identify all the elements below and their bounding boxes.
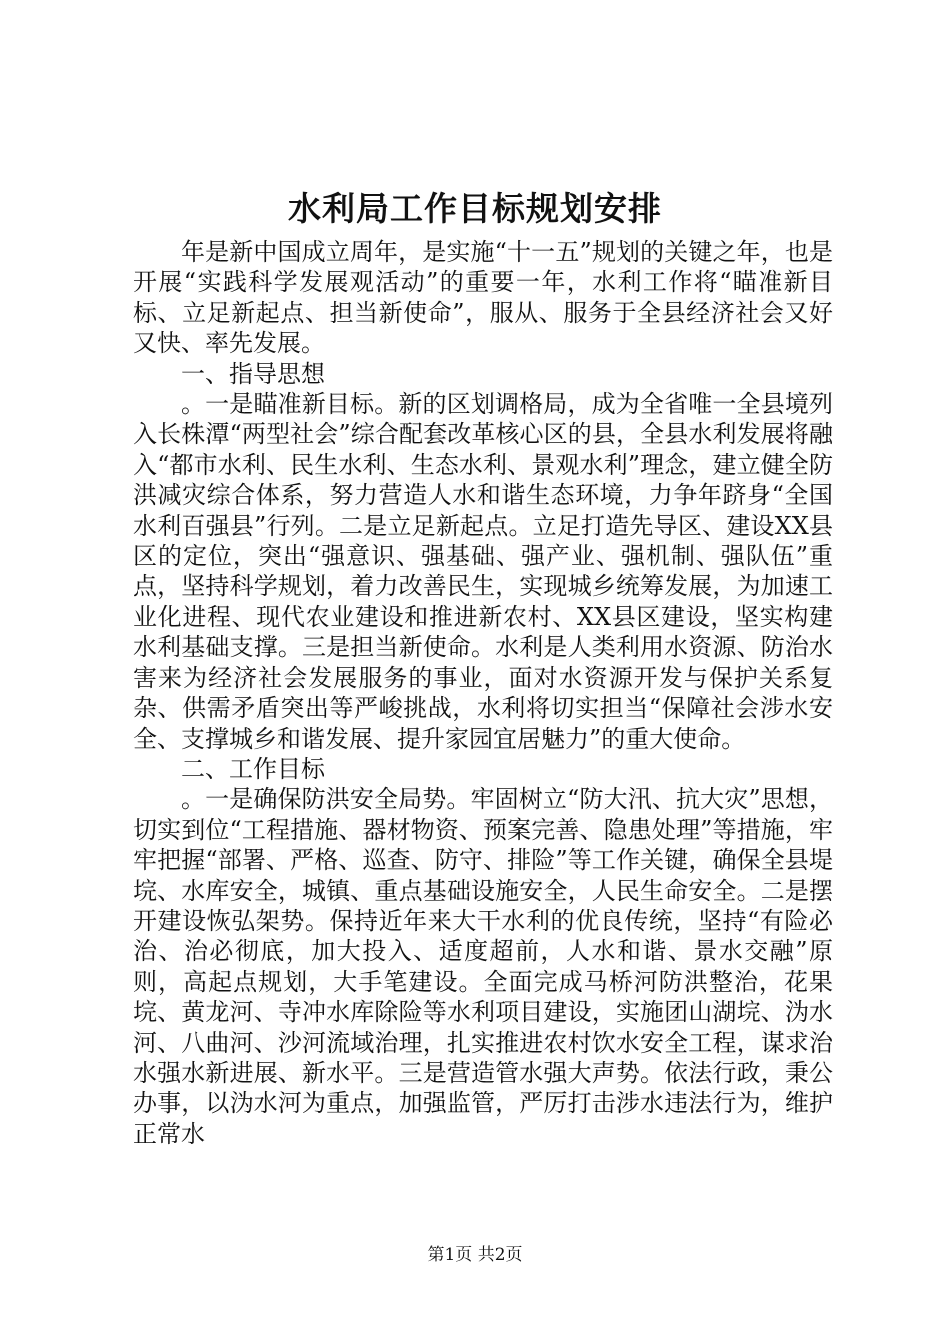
- work-goals-paragraph: 。一是确保防洪安全局势。牢固树立“防大汛、抗大灾”思想，切实到位“工程措施、器材物资、预案完善、隐患处理”等措施，牢牢把握“部署、严格、巡查、防守、排险”等工作关键，确保全县堤垸、水库安全，城镇、重点基础设施安全，人民生命安全。二是摆开建设恢弘架势。保持近年来大干水利的优良传统，坚持“有险必治、治必彻底，加大投入、适度超前，人水和谐、景水交融”原则，高起点规划，大手笔建设。全面完成马桥河防洪整治，花果垸、黄龙河、寺冲水库除险等水利项目建设，实施团山湖垸、沩水河、八曲河、沙河流域治理，扎实推进农村饮水安全工程，谋求治水强水新进展、新水平。三是营造管水强大声势。依法行政，秉公办事，以沩水河为重点，加强监管，严厉打击涉水违法行为，维护正常水: [133, 785, 833, 1148]
- intro-paragraph: 年是新中国成立周年，是实施“十一五”规划的关键之年，也是开展“实践科学发展观活动”的重要一年，水利工作将“瞄准新目标、立足新起点、担当新使命”，服从、服务于全县经济社会又好又快、率先发展。: [133, 238, 833, 358]
- page-footer: 第1页 共2页: [427, 1245, 523, 1265]
- document-body: [133, 237, 833, 1149]
- document-title: 水利局工作目标规划安排: [288, 189, 662, 228]
- section-heading-guiding-thought: 一、指导思想: [181, 359, 325, 388]
- section-heading-work-goals: 二、工作目标: [181, 754, 325, 783]
- guiding-thought-paragraph: 。一是瞄准新目标。新的区划调格局，成为全省唯一全县境列入长株潭“两型社会”综合配套改革核心区的县，全县水利发展将融入“都市水利、民生水利、生态水利、景观水利”理念，建立健全防洪减灾综合体系，努力营造人水和谐生态环境，力争年跻身“全国水利百强县”行列。二是立足新起点。立足打造先导区、建设XX县区的定位，突出“强意识、强基础、强产业、强机制、强队伍”重点，坚持科学规划，着力改善民生，实现城乡统筹发展，为加速工业化进程、现代农业建设和推进新农村、XX县区建设，坚实构建水利基础支撑。三是担当新使命。水利是人类利用水资源、防治水害来为经济社会发展服务的事业，面对水资源开发与保护关系复杂、供需矛盾突出等严峻挑战，水利将切实担当“保障社会涉水安全、支撑城乡和谐发展、提升家园宜居魅力”的重大使命。: [133, 390, 833, 753]
